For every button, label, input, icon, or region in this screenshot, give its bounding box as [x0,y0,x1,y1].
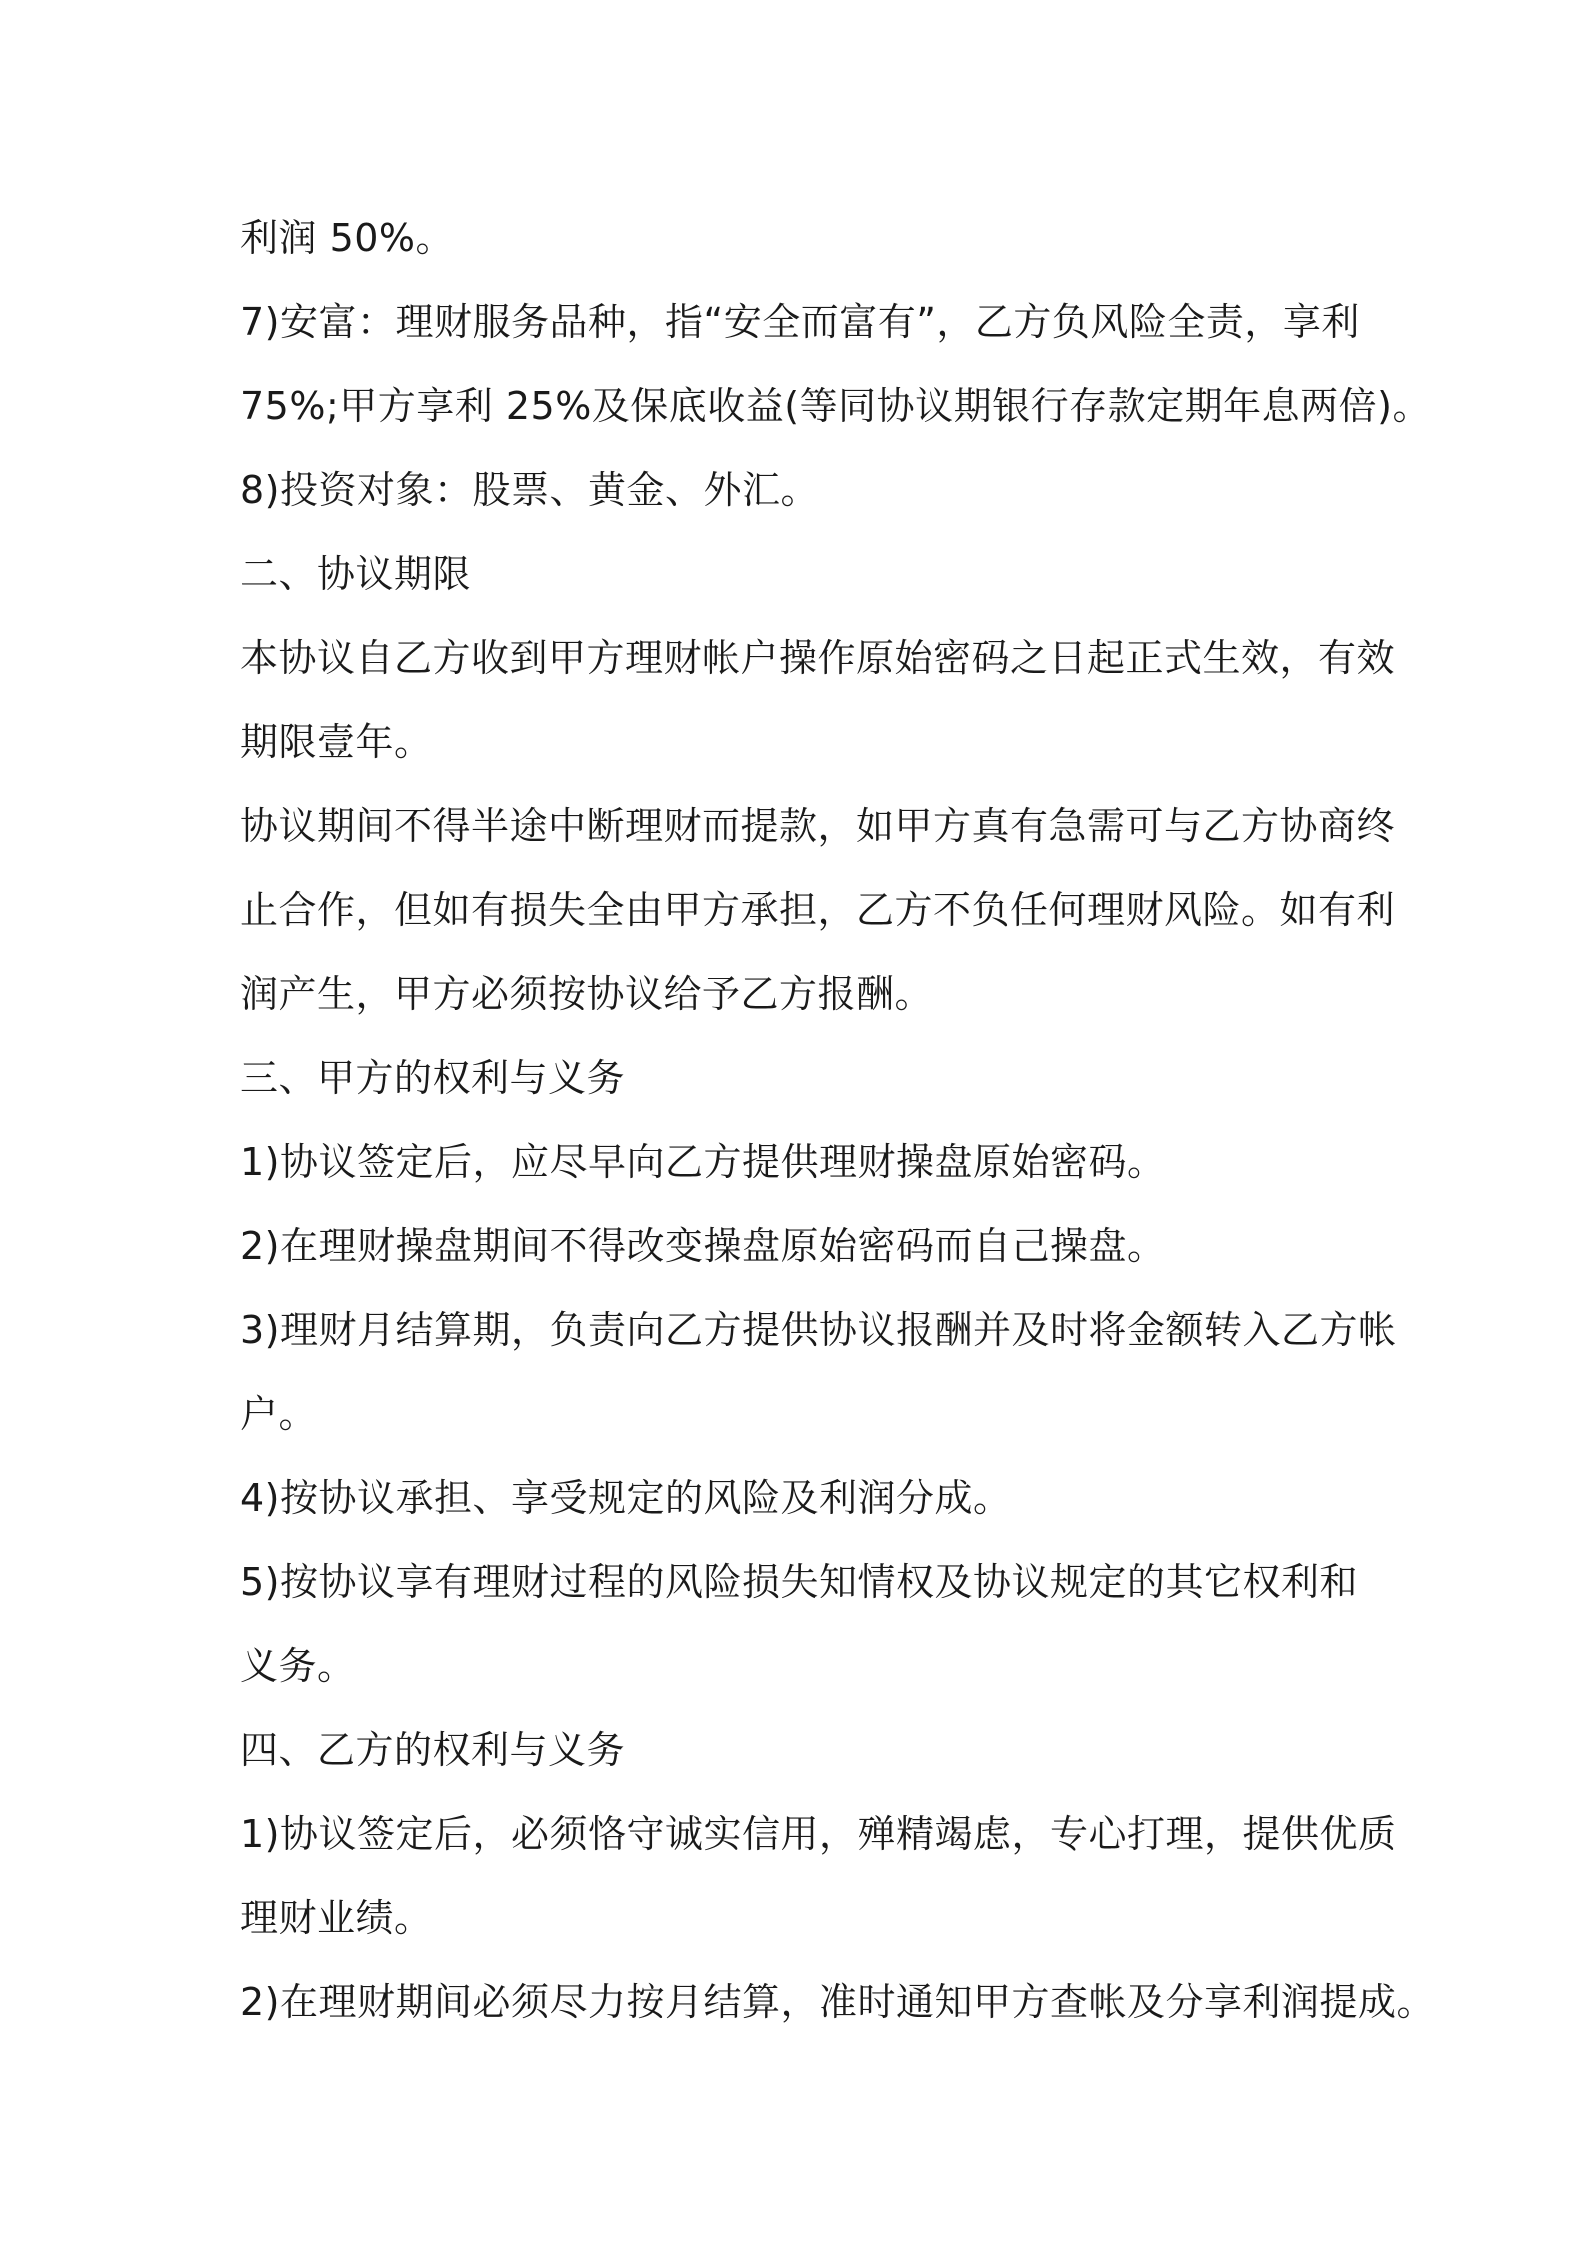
text-line: 义务。 [240,1644,356,1688]
text-line: 3)理财月结算期，负责向乙方提供协议报酬并及时将金额转入乙方帐 [240,1308,1397,1352]
text-line: 75%;甲方享利 25%及保底收益(等同协议期银行存款定期年息两倍)。 [240,384,1431,428]
section-heading: 二、协议期限 [240,552,472,596]
section-heading: 四、乙方的权利与义务 [240,1728,626,1772]
text-line: 5)按协议享有理财过程的风险损失知情权及协议规定的其它权利和 [240,1560,1359,1604]
text-line: 8)投资对象：股票、黄金、外汇。 [240,468,820,512]
text-line: 1)协议签定后，应尽早向乙方提供理财操盘原始密码。 [240,1140,1166,1184]
text-line: 本协议自乙方收到甲方理财帐户操作原始密码之日起正式生效，有效 [240,636,1396,680]
text-line: 4)按协议承担、享受规定的风险及利润分成。 [240,1476,1012,1520]
text-line: 户。 [240,1392,318,1436]
text-line: 止合作，但如有损失全由甲方承担，乙方不负任何理财风险。如有利 [240,888,1396,932]
text-line: 1)协议签定后，必须恪守诚实信用，殚精竭虑，专心打理，提供优质 [240,1812,1397,1856]
text-line: 2)在理财期间必须尽力按月结算，准时通知甲方查帐及分享利润提成。 [240,1980,1436,2024]
document-body [240,196,1436,2044]
text-line: 利润 50%。 [240,216,455,260]
section-heading: 三、甲方的权利与义务 [240,1056,626,1100]
text-line: 7)安富：理财服务品种，指“安全而富有”，乙方负风险全责，享利 [240,300,1360,344]
text-line: 理财业绩。 [240,1896,433,1940]
text-line: 协议期间不得半途中断理财而提款，如甲方真有急需可与乙方协商终 [240,804,1396,848]
text-line: 期限壹年。 [240,720,433,764]
text-line: 润产生，甲方必须按协议给予乙方报酬。 [240,972,934,1016]
text-line: 2)在理财操盘期间不得改变操盘原始密码而自己操盘。 [240,1224,1166,1268]
